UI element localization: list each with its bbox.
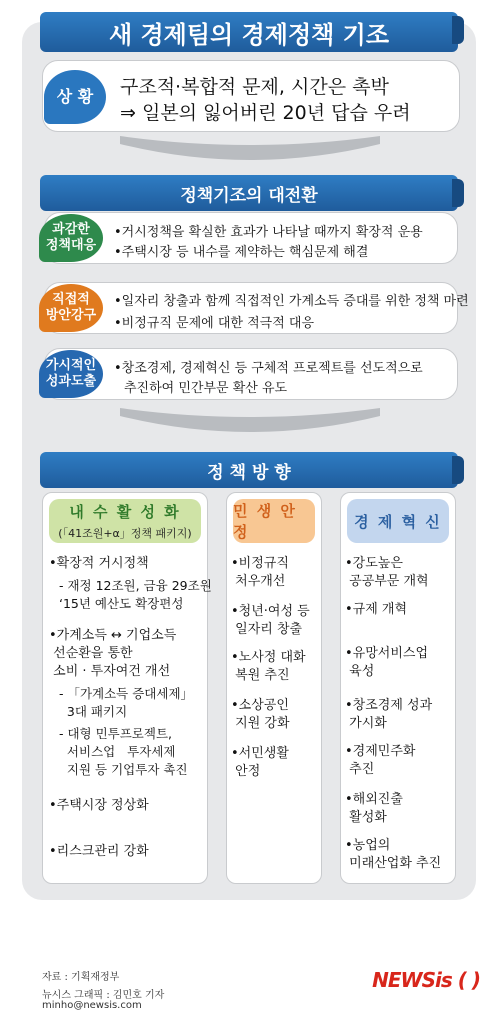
list-item: •주택시장 정상화 [49,798,149,813]
list-item: •확장적 거시정책 [49,556,149,571]
policy-row [44,212,458,264]
banner-edge [452,456,464,484]
list-item: 가시화 [345,716,387,731]
list-item: 복원 추진 [231,668,290,683]
list-item: 안정 [231,764,261,779]
list-item: •가계소득 ↔ 기업소득 [49,628,177,643]
list-item: •청년·여성 등 [231,604,310,619]
list-item: 선순환을 통한 [49,646,133,661]
page-title [40,12,458,52]
list-item: •강도높은 [345,556,403,571]
policy-bullet: •비정규직 문제에 대한 적극적 대응 [114,316,315,331]
policy-bullet: •일자리 창출과 함께 직접적인 가계소득 증대를 위한 정책 마련 [114,294,469,309]
banner-edge [452,16,464,44]
list-item: 일자리 창출 [231,622,303,637]
policy-row [44,282,469,334]
list-item: •서민생활 [231,746,289,761]
policy-row-label: 가시적인 성과도출 [39,350,103,398]
column-domestic-demand [42,492,212,884]
list-item: •소상공인 [231,698,289,713]
list-item: 처우개선 [231,574,286,589]
title-text: 새 경제팀의 경제정책 기조 [108,20,390,49]
banner-edge [452,179,464,207]
list-item: 육성 [345,664,375,679]
list-item: 소비 · 투자여건 개선 [49,664,171,679]
policy-row [44,348,458,400]
newsis-logo: NEWSis ( ) [372,968,480,992]
source-note: 자료 : 기획재정부 [42,972,120,983]
chevron-down-icon [120,404,380,442]
list-item: •비정규직 [231,556,289,571]
list-item: 활성화 [345,810,387,825]
situation-label: 상 황 [44,70,106,124]
list-item: •해외진출 [345,792,403,807]
list-item: •창조경제 성과 [345,698,433,713]
list-item: 미래산업화 추진 [345,856,442,871]
policy-row-label: 직접적 방안강구 [39,284,103,332]
list-item: •규제 개혁 [345,602,408,617]
list-item: •리스크관리 강화 [49,844,149,859]
credit-note: 뉴시스 그래픽 : 김민호 기자 [42,990,165,1001]
list-item: 지원 강화 [231,716,290,731]
policy-bullet: •창조경제, 경제혁신 등 구체적 프로젝트를 선도적으로 [114,361,423,376]
policy-row-label: 과감한 정책대응 [39,214,103,262]
column-header: 민 생 안 정 [233,499,315,543]
list-item: 추진 [345,762,375,777]
list-item: - 대형 민투프로젝트, [55,726,173,741]
list-item: 3대 패키지 [55,704,128,719]
list-item: 공공부문 개혁 [345,574,429,589]
credit-email: minho@newsis.com [42,1000,142,1011]
policy-bullet: 추진하여 민간부문 확산 유도 [124,381,288,396]
list-item: •농업의 [345,838,391,853]
policy-bullet: •거시정책을 확실한 효과가 나타날 때까지 확장적 운용 [114,225,423,240]
list-item: •노사정 대화 [231,650,306,665]
column-economic-innovation [340,492,456,884]
section-heading-shift: 정책기조의 대전환 [40,175,458,211]
section-heading-direction: 정 책 방 향 [40,452,458,488]
list-item: - 「가계소득 증대세제」 [55,686,194,701]
list-item: - 재정 12조원, 금융 29조원 [55,578,212,593]
column-header: 경 제 혁 신 [347,499,449,543]
list-item: ‘15년 예산도 확장편성 [55,596,184,611]
situation-line-1: 구조적·복합적 문제, 시간은 촉박 [120,76,389,98]
list-item: 지원 등 기업투자 촉진 [55,762,188,777]
list-item: •유망서비스업 [345,646,429,661]
policy-bullet: •주택시장 등 내수를 제약하는 핵심문제 해결 [114,245,369,260]
list-item: •경제민주화 [345,744,416,759]
chevron-down-icon [120,132,380,170]
list-item: 서비스업 투자세제 [55,744,176,759]
column-livelihood [226,492,322,884]
situation-line-2: ⇒ 일본의 잃어버린 20년 답습 우려 [120,102,411,124]
column-header: 내 수 활 성 화 (「41조원+α」정책 패키지) [49,499,201,543]
